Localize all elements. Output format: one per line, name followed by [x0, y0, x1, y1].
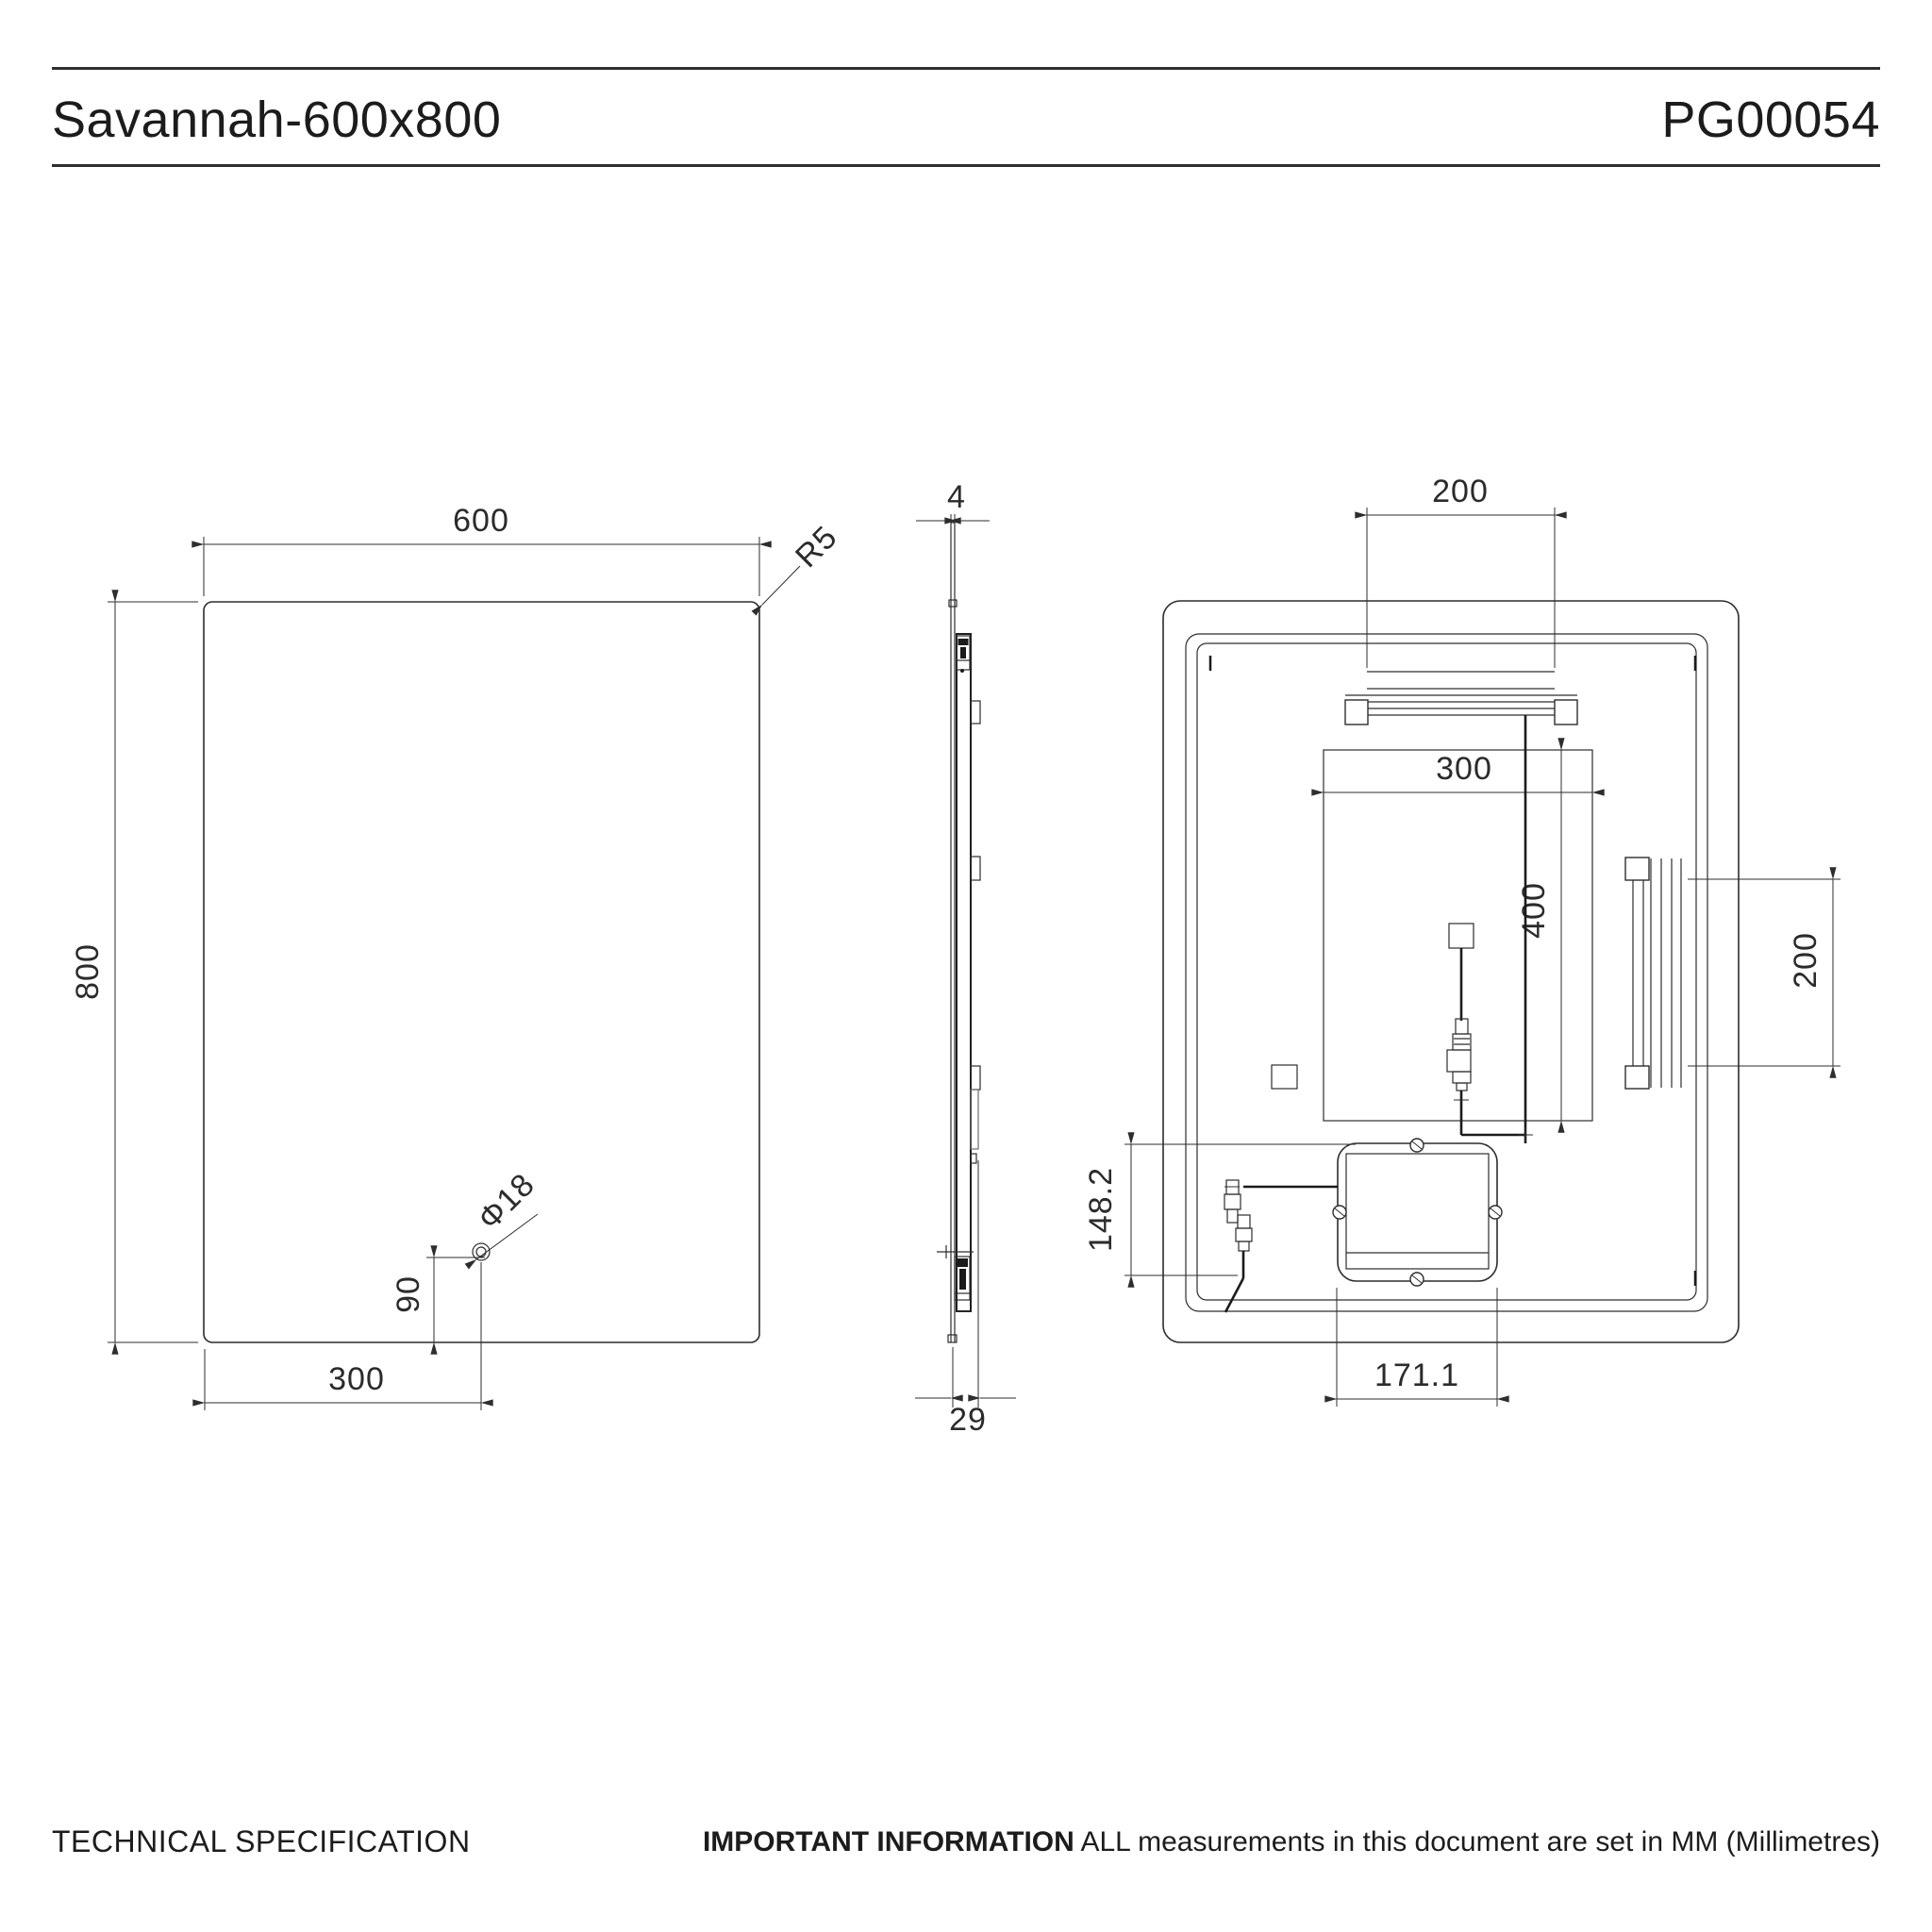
glass-clip	[949, 600, 957, 607]
mirror-front-outline	[204, 602, 759, 1342]
side-rail-cap-section-top	[971, 857, 980, 880]
dim-back-driver-width	[1337, 1288, 1497, 1407]
driver-section	[971, 1090, 978, 1149]
svg-text:29: 29	[949, 1402, 987, 1438]
svg-text:148.2: 148.2	[1083, 1166, 1119, 1253]
footer-important-note	[703, 1826, 1880, 1858]
svg-text:R5: R5	[789, 519, 845, 575]
led-area	[1324, 750, 1592, 1121]
dim-front-width	[204, 503, 759, 596]
driver-box	[1333, 1139, 1502, 1286]
cable-exit	[1225, 1278, 1243, 1312]
svg-text:171.1: 171.1	[1374, 1357, 1460, 1393]
top-rail-section	[971, 701, 980, 724]
rail-end-cap-bottom	[1625, 1066, 1649, 1089]
svg-text:800: 800	[70, 943, 106, 1000]
svg-text:400: 400	[1516, 882, 1552, 939]
dim-back-led-height	[1516, 750, 1561, 1121]
svg-text:200: 200	[1788, 932, 1824, 989]
mirror-back-outline	[1163, 601, 1739, 1342]
dim-side-depth	[915, 1160, 1016, 1438]
front-view	[70, 503, 844, 1410]
dim-back-led-width	[1324, 751, 1592, 792]
footer-important-text: ALL measurements in this document are set in MM (Millimetres)	[1074, 1826, 1880, 1857]
back-panel-profile	[957, 634, 971, 1311]
svg-text:300: 300	[328, 1361, 385, 1397]
product-code: PG00054	[1661, 92, 1880, 148]
frame-outer	[1186, 634, 1707, 1311]
svg-text:200: 200	[1432, 474, 1489, 509]
svg-text:600: 600	[453, 503, 509, 539]
svg-text:Φ18: Φ18	[471, 1166, 542, 1238]
frame-inner	[1197, 643, 1696, 1300]
touch-sensor-pad	[1449, 924, 1474, 948]
side-rail-cap-section-bottom	[971, 1066, 980, 1090]
rail-end-cap-left	[1345, 700, 1368, 724]
label-corner-radius	[762, 519, 844, 605]
footer-left-label: TECHNICAL SPECIFICATION	[52, 1824, 471, 1858]
back-view	[1083, 474, 1840, 1407]
rail-end-cap-top	[1625, 858, 1649, 880]
label-hole-diameter	[471, 1166, 541, 1259]
svg-text:4: 4	[947, 479, 966, 515]
mains-connector-assembly	[1224, 1180, 1338, 1312]
side-hanging-rail	[1625, 858, 1681, 1089]
dim-front-hole-offset-y	[391, 1257, 485, 1342]
top-hanging-rail	[1345, 672, 1577, 724]
hole-inner	[476, 1247, 486, 1257]
footer-important-bold: IMPORTANT INFORMATION	[702, 1826, 1074, 1857]
top-bracket-profile	[957, 636, 970, 673]
side-view	[915, 479, 1016, 1438]
dim-front-height	[70, 602, 198, 1342]
svg-text:300: 300	[1436, 751, 1492, 787]
rail-end-cap-right	[1555, 700, 1577, 724]
dim-front-hole-offset-x	[205, 1262, 481, 1410]
dim-back-driver-offset	[1083, 1144, 1356, 1275]
sensor-pad	[1272, 1065, 1297, 1089]
svg-text:90: 90	[391, 1275, 426, 1313]
dim-back-rail-height	[1688, 879, 1840, 1066]
dim-back-rail-width	[1367, 474, 1555, 668]
product-title: Savannah-600x800	[52, 92, 502, 148]
dim-side-glass	[916, 479, 990, 529]
